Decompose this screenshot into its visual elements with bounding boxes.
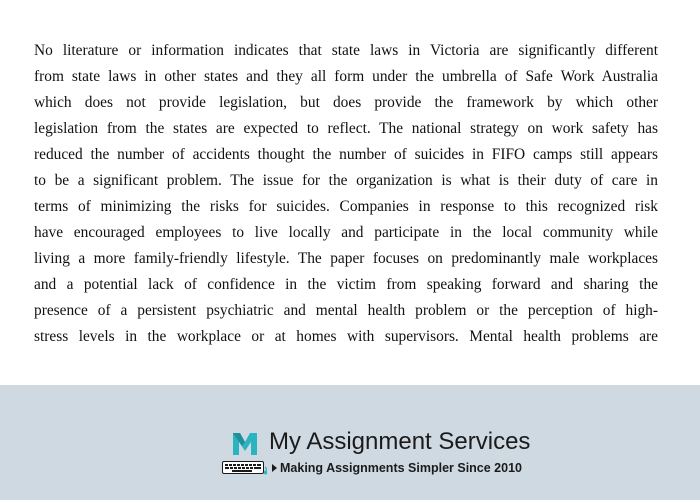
brand-tagline: Making Assignments Simpler Since 2010 bbox=[280, 461, 522, 475]
brand-footer bbox=[0, 385, 700, 500]
document-line: presence of a persistent psychiatric and mental health problem or the perception of high- bbox=[34, 302, 658, 319]
brand-name: My Assignment Services bbox=[269, 428, 531, 455]
document-line: terms of minimizing the risks for suicides. Companies in response to this recognized risk bbox=[34, 198, 658, 215]
document-line: living a more family-friendly lifestyle. The paper focuses on predominantly male workplaces bbox=[34, 250, 658, 267]
document-line: reduced the number of accidents thought the number of suicides in FIFO camps still appears bbox=[34, 146, 658, 163]
document-line: have encouraged employees to live locally and participate in the local community while bbox=[34, 224, 658, 241]
document-line: which does not provide legislation, but does provide the framework by which other bbox=[34, 94, 658, 111]
document-line: and a potential lack of confidence in the victim from speaking forward and sharing the bbox=[34, 276, 658, 293]
keyboard-icon bbox=[222, 461, 268, 475]
m-logo-icon bbox=[230, 429, 260, 457]
document-line: stress levels in the workplace or at homes with supervisors. Mental health problems are bbox=[34, 328, 658, 345]
document-line: legislation from the states are expected to reflect. The national strategy on work safety has bbox=[34, 120, 658, 137]
document-line: No literature or information indicates that state laws in Victoria are significantly different bbox=[34, 42, 658, 59]
document-body bbox=[34, 38, 658, 350]
document-line: from state laws in other states and they all form under the umbrella of Safe Work Australia bbox=[34, 68, 658, 85]
document-line: to be a significant problem. The issue for the organization is what is their duty of care in bbox=[34, 172, 658, 189]
tagline-arrow-icon bbox=[272, 464, 277, 472]
brand-logo-block[interactable] bbox=[222, 428, 531, 479]
